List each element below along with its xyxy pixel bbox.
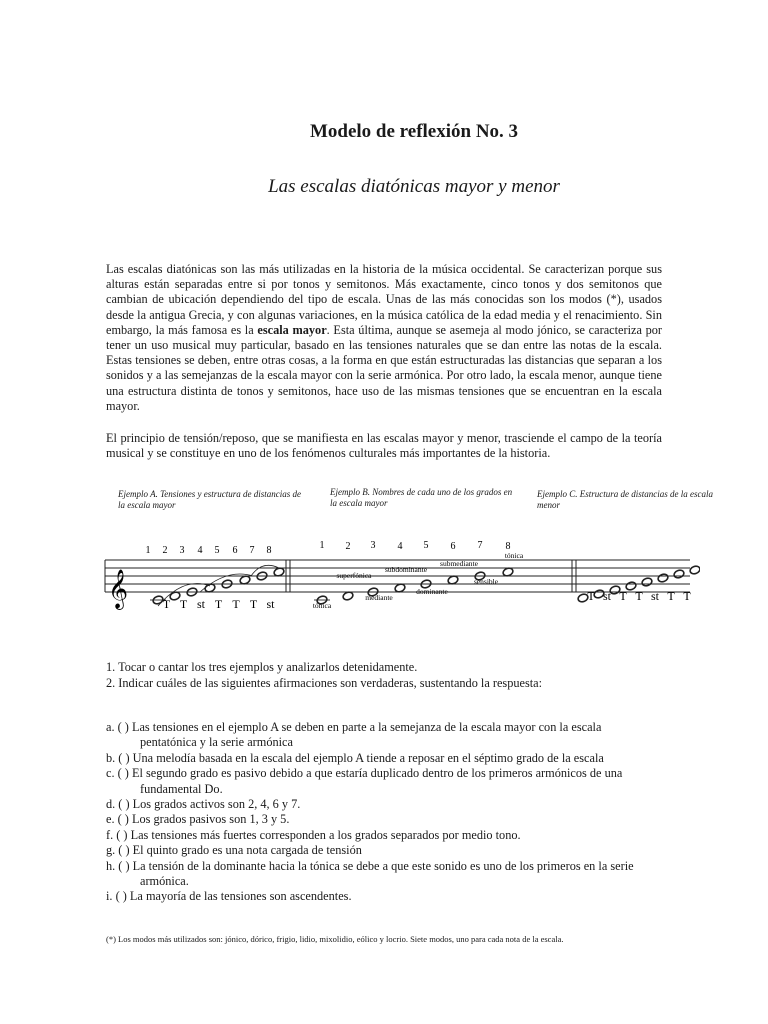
interval-a: T	[214, 597, 223, 611]
degree-number-b: 7	[477, 540, 483, 551]
tension-paragraph: El principio de tensión/reposo, que se manifiesta en las escalas mayor y menor, trasciende el campo de la teoría musical y se constituye en uno de los fenómenos culturales más importantes de la historia.	[106, 431, 662, 461]
degree-number-a: 2	[162, 545, 168, 556]
interval-a: st	[266, 597, 275, 611]
scale-c-note	[657, 573, 669, 583]
interval-a: T	[162, 597, 171, 611]
scale-c-note	[689, 565, 700, 575]
degree-number-a: 3	[179, 545, 185, 556]
degree-number-b: 1	[319, 540, 325, 551]
statement-f: f. ( ) Las tensiones más fuertes corresponden a los grados separados por medio tono.	[106, 827, 521, 842]
degree-number-a: 7	[249, 545, 255, 556]
intro-paragraph	[106, 262, 662, 414]
page-title: Modelo de reflexión No. 3	[309, 121, 519, 142]
interval-c: T	[667, 589, 675, 603]
interval-c: T	[619, 589, 627, 603]
degree-number-b: 4	[397, 541, 403, 552]
statement-d: d. ( ) Los grados activos son 2, 4, 6 y 7.	[106, 797, 301, 812]
statement-a: a. ( ) Las tensiones en el ejemplo A se deben en parte a la semejanza de la escala mayor con la escala pentatónica y la serie armónica	[106, 720, 602, 750]
instruction-2: 2. Indicar cuáles de las siguientes afirmaciones son verdaderas, sustentando la respuesta:	[106, 676, 543, 690]
statement-c: c. ( ) El segundo grado es pasivo debido a que estaría duplicado dentro de los primeros armónicos de una fundamental Do.	[106, 766, 623, 796]
degree-number-a: 6	[232, 545, 238, 556]
grade-name: tónica	[312, 601, 332, 610]
interval-a: st	[196, 597, 206, 611]
example-c-caption: Ejemplo C. Estructura de distancias de la escala menor	[537, 489, 713, 510]
interval-a: T	[179, 597, 188, 611]
interval-c: T	[635, 589, 643, 603]
statements-list	[106, 720, 666, 905]
treble-clef-icon: 𝄞	[108, 571, 129, 608]
scale-c-note	[641, 577, 653, 587]
degree-number-a: 4	[197, 545, 203, 556]
instruction-1: 1. Tocar o cantar los tres ejemplos y analizarlos detenidamente.	[106, 660, 418, 674]
statement-i: i. ( ) La mayoría de las tensiones son ascendentes.	[106, 889, 352, 904]
grade-name: tónica	[504, 551, 524, 560]
degree-number-b: 6	[450, 541, 456, 552]
music-staff-figure	[100, 530, 700, 645]
interval-a: T	[232, 597, 240, 611]
page-subtitle: Las escalas diatónicas mayor y menor	[268, 176, 560, 197]
grade-name: mediante	[365, 593, 393, 602]
degree-number-b: 5	[423, 540, 429, 551]
intro-text-after: . Esta última, aunque se asemeja al modo jónico, se caracteriza por tener un uso musical muy particular, basado en las tensiones naturales que se dan entre las notas de la escala. Estas tensiones se deben, entre otras cosas, a la forma en que están estructuradas las distancias que separan a los sonidos y a las semejanzas de la escala mayor con la serie armónica. Por otro lado, la escala menor, aunque tiene una estructura distinta de tonos y semitonos, hace uso de las mismas tensiones que se encuentran en la escala mayor.	[106, 322, 662, 413]
degree-number-b: 8	[505, 541, 511, 552]
degree-number-a: 5	[214, 545, 220, 556]
interval-c: st	[650, 589, 660, 603]
interval-c: T	[683, 589, 691, 603]
degree-number-b: 2	[345, 541, 351, 552]
statement-g: g. ( ) El quinto grado es una nota cargada de tensión	[106, 843, 362, 858]
interval-c: T	[587, 589, 595, 603]
grade-name: dominante	[416, 587, 448, 596]
scale-c-note	[673, 569, 685, 579]
intro-bold-term: escala mayor	[257, 322, 327, 337]
degree-number-b: 3	[370, 540, 376, 551]
footnote: (*) Los modos más utilizados son: jónico, dórico, frigio, lidio, mixolidio, eólico y locrio. Siete modos, uno para cada nota de la escala.	[106, 934, 564, 944]
interval-c: st	[602, 589, 612, 603]
grade-name: sensible	[473, 577, 499, 586]
degree-number-a: 8	[266, 545, 272, 556]
grade-name: subdominante	[384, 565, 428, 574]
example-a-caption: Ejemplo A. Tensiones y estructura de distancias de la escala mayor	[118, 489, 301, 510]
intro-text-before: Las escalas diatónicas son las más utilizadas en la historia de la música occidental. Se caracterizan porque sus alturas están separadas entre si por tonos y semitonos. Más exactamente, cinco tonos y dos semitonos que cambian de ubicación dependiendo del tipo de escala. Unas de las más conocidas son los modos (*), usados desde la antigua Grecia, y con algunas variaciones, en la música católica de la edad media y el renacimiento. Sin embargo, la más famosa es la	[106, 262, 662, 337]
example-b-caption: Ejemplo B. Nombres de cada uno de los grados en la escala mayor	[330, 487, 513, 508]
degree-number-a: 1	[145, 545, 151, 556]
statement-b: b. ( ) Una melodía basada en la escala del ejemplo A tiende a reposar en el séptimo grado de la escala	[106, 750, 604, 765]
interval-a: T	[249, 597, 258, 611]
grade-name: superfónica	[336, 571, 372, 580]
statement-h: h. ( ) La tensión de la dominante hacia la tónica se debe a que este sonido es uno de los primeros en la serie armónica.	[106, 858, 634, 889]
statement-e: e. ( ) Los grados pasivos son 1, 3 y 5.	[106, 812, 290, 827]
grade-name: submediante	[440, 559, 478, 568]
